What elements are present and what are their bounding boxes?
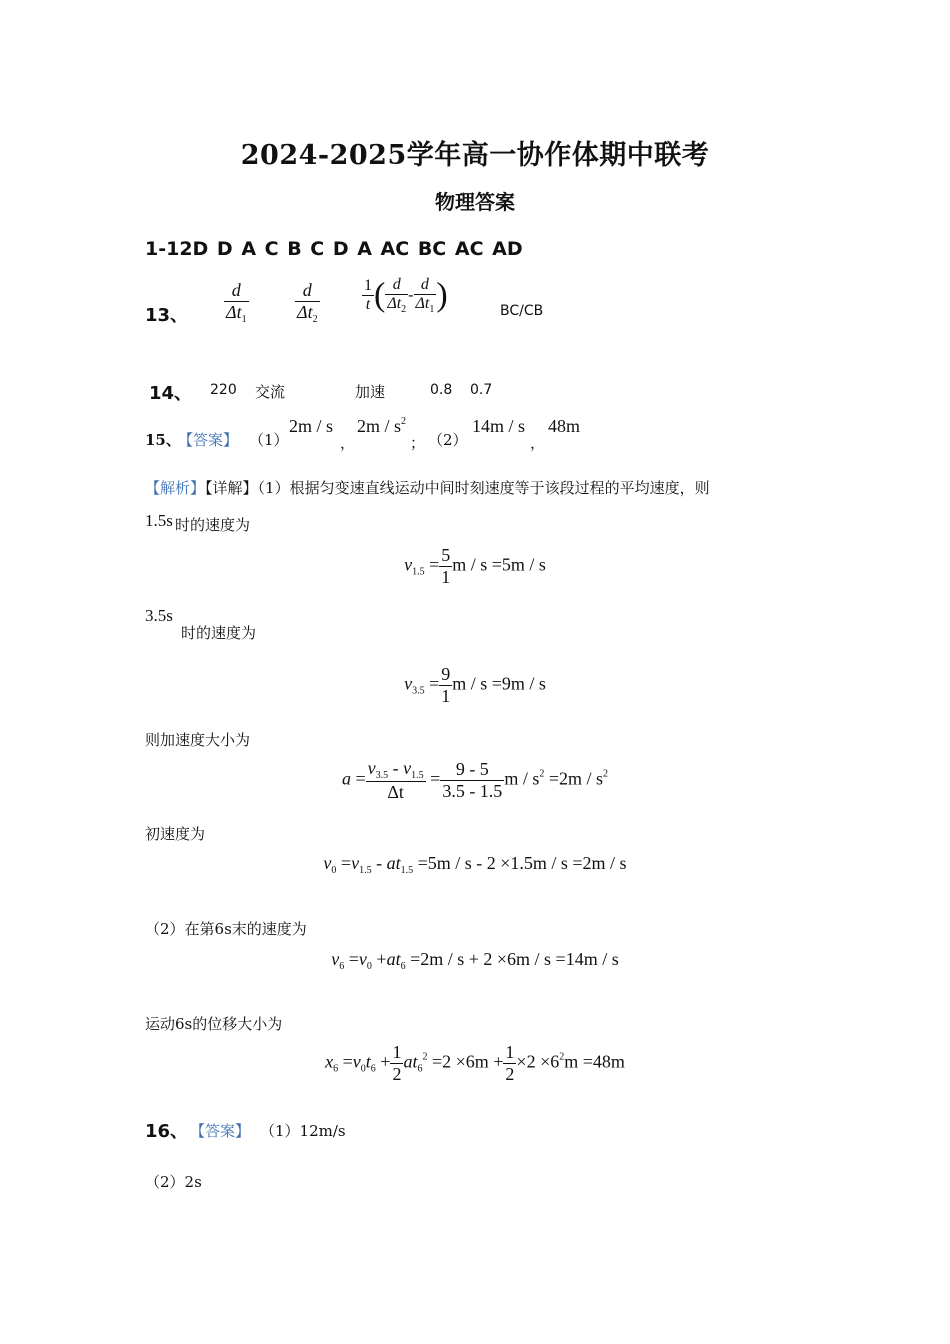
eq6-at: at bbox=[403, 1051, 418, 1072]
q14-answer-1: 220 bbox=[210, 382, 237, 398]
eq6-s6c: 6 bbox=[417, 1063, 423, 1075]
q15-text-speed-2: 时的速度为 bbox=[181, 624, 257, 642]
q13-f2-sub: 2 bbox=[312, 314, 318, 325]
eq6-part-a: =2 ×6m + bbox=[431, 1051, 504, 1072]
eq6-t: t bbox=[365, 1051, 371, 1072]
q15-comma-1: ， bbox=[340, 434, 356, 452]
q15-text-v6: （2）在第6s末的速度为 bbox=[145, 920, 307, 938]
eq3-result: =2m / s bbox=[548, 768, 603, 789]
eq5-s0: 0 bbox=[366, 961, 372, 972]
eq3-equals-2: = bbox=[430, 768, 441, 789]
eq5-v6: v bbox=[331, 949, 340, 969]
eq3-dt: Δt bbox=[366, 781, 426, 803]
q16-answer-2: （2）2s bbox=[145, 1173, 202, 1191]
eq6-plus: + bbox=[380, 1051, 391, 1072]
eq6-equals: = bbox=[342, 1051, 353, 1072]
eq2-v: v bbox=[404, 673, 413, 694]
q13-f3-den-a: Δt bbox=[387, 295, 402, 312]
eq3-minus: - bbox=[392, 758, 399, 778]
q13-formula-1 bbox=[224, 280, 249, 325]
q15-analysis-line bbox=[145, 477, 710, 498]
eq1-num: 5 bbox=[441, 545, 451, 565]
eq3-v15: v bbox=[403, 758, 412, 778]
equation-accel bbox=[0, 758, 950, 803]
eq2-equals: = bbox=[429, 673, 440, 694]
eq6-sq-1: 2 bbox=[422, 1051, 428, 1063]
q15-semicolon: ； bbox=[410, 434, 426, 452]
q13-f1-den: Δt bbox=[226, 302, 242, 322]
q14-answer-2: 交流 bbox=[255, 383, 286, 401]
eq5-v0: v bbox=[358, 949, 367, 969]
q15-text-initial: 初速度为 bbox=[145, 825, 206, 843]
q13-number: 13、 bbox=[145, 305, 189, 326]
q15-ans-v2 bbox=[357, 416, 406, 437]
eq1-sub: 1.5 bbox=[412, 566, 425, 578]
eq5-s6a: 6 bbox=[339, 961, 345, 972]
eq6-s0: 0 bbox=[360, 1063, 366, 1075]
eq4-minus: - bbox=[376, 853, 383, 873]
eq3-den: 3.5 - 1.5 bbox=[442, 781, 503, 801]
eq3-sup-1: 2 bbox=[539, 768, 545, 780]
q16-number: 16、 bbox=[145, 1121, 189, 1142]
eq3-unit: m / s bbox=[504, 768, 540, 789]
eq3-s15: 1.5 bbox=[411, 770, 424, 781]
q15-part1: （1） bbox=[249, 431, 289, 449]
q15-analysis-text: （1）根据匀变速直线运动中间时刻速度等于该段过程的平均速度，则 bbox=[257, 479, 710, 497]
q13-f3-minus: - bbox=[408, 286, 414, 304]
eq5-equals: = bbox=[348, 949, 359, 969]
eq6-half-den-1: 2 bbox=[392, 1064, 402, 1084]
q15-ans-v1: 2m / s bbox=[289, 416, 334, 436]
eq4-s0: 0 bbox=[331, 865, 337, 876]
equation-v0 bbox=[0, 853, 950, 876]
eq1-equals: = bbox=[429, 554, 440, 575]
eq6-part-c: m =48m bbox=[564, 1051, 625, 1072]
eq6-s6a: 6 bbox=[333, 1063, 339, 1075]
q13-formula-3: $\frac{1}{t}$ ( $\frac{d}{\Delta t_2}$ - $\frac{d}{\Delta t_1}$ ) bbox=[364, 276, 448, 315]
q13-f1-num: d bbox=[231, 280, 241, 300]
q16-answer-1: （1）12m/s bbox=[260, 1122, 346, 1140]
equation-x6 bbox=[0, 1042, 950, 1085]
eq6-s6b: 6 bbox=[370, 1063, 376, 1075]
q15-comma-2: ， bbox=[530, 434, 546, 452]
q15-analysis-tag: 【解析】 bbox=[145, 479, 206, 497]
eq4-s15a: 1.5 bbox=[359, 865, 372, 876]
eq5-plus: + bbox=[376, 949, 387, 969]
eq5-s6b: 6 bbox=[400, 961, 406, 972]
q14-answer-3: 加速 bbox=[355, 383, 386, 401]
q13-f3-num-b: d bbox=[420, 276, 429, 293]
page-title: 2024-2025学年高一协作体期中联考 bbox=[240, 140, 710, 171]
eq6-half-den-2: 2 bbox=[505, 1064, 515, 1084]
eq5-result: =2m / s + 2 ×6m / s =14m / s bbox=[410, 949, 619, 969]
q14-answer-4: 0.8 bbox=[430, 382, 453, 398]
q15-time-15: 1.5s bbox=[145, 511, 173, 530]
eq3-equals-1: = bbox=[355, 768, 366, 789]
eq2-result: =9m / s bbox=[491, 673, 546, 694]
q16-answer-tag: 【答案】 bbox=[190, 1122, 251, 1140]
page-subtitle: 物理答案 bbox=[435, 190, 515, 214]
eq4-s15b: 1.5 bbox=[400, 865, 414, 876]
q14-answer-5: 0.7 bbox=[470, 382, 493, 398]
eq1-v: v bbox=[404, 554, 413, 575]
eq1-unit: m / s bbox=[452, 554, 488, 575]
eq2-num: 9 bbox=[441, 664, 451, 684]
eq2-sub: 3.5 bbox=[412, 685, 425, 697]
eq6-x: x bbox=[325, 1051, 334, 1072]
q15-text-speed-1: 时的速度为 bbox=[175, 516, 251, 534]
equation-v35 bbox=[0, 664, 950, 707]
q13-f1-sub: 1 bbox=[241, 314, 247, 325]
q15-number: 15、 bbox=[145, 431, 181, 449]
eq6-sq-2: 2 bbox=[559, 1051, 565, 1063]
multiple-choice-answers: 1-12D D A C B C D A AC BC AC AD bbox=[145, 238, 523, 260]
q15-ans-v2-text: 2m / s bbox=[357, 416, 402, 436]
q13-f2-den: Δt bbox=[297, 302, 313, 322]
q13-f3-one: 1 bbox=[364, 277, 372, 294]
equation-v15 bbox=[0, 545, 950, 588]
eq4-v0: v bbox=[323, 853, 332, 873]
eq1-den: 1 bbox=[441, 567, 451, 587]
q15-part2: （2） bbox=[428, 431, 468, 449]
eq3-v35: v bbox=[367, 758, 376, 778]
eq4-v15: v bbox=[351, 853, 360, 873]
q13-f3-sub-b: 1 bbox=[429, 304, 435, 315]
q13-f3-den-b: Δt bbox=[415, 295, 430, 312]
eq6-part-b: ×2 ×6 bbox=[516, 1051, 560, 1072]
eq3-a: a bbox=[342, 768, 351, 789]
q13-f3-t: t bbox=[362, 295, 374, 314]
q14-number: 14、 bbox=[149, 383, 193, 404]
eq6-v0: v bbox=[352, 1051, 361, 1072]
q15-ans-v2-sup: 2 bbox=[401, 416, 407, 427]
q15-detail-tag: 【详解】 bbox=[205, 479, 258, 497]
q15-answer-tag: 【答案】 bbox=[178, 431, 239, 449]
q13-f2-num: d bbox=[302, 280, 312, 300]
eq4-equals: = bbox=[340, 853, 352, 873]
q13-answer: BC/CB bbox=[500, 303, 544, 319]
eq6-half-num-1: 1 bbox=[392, 1042, 402, 1062]
q13-f3-num-a: d bbox=[392, 276, 401, 293]
eq2-unit: m / s bbox=[452, 673, 488, 694]
q15-ans-v4: 48m bbox=[548, 416, 581, 436]
eq2-den: 1 bbox=[441, 686, 451, 706]
eq3-sup-2: 2 bbox=[603, 768, 608, 780]
eq5-at: at bbox=[386, 949, 401, 969]
q15-ans-v3: 14m / s bbox=[472, 416, 526, 436]
equation-v6 bbox=[0, 949, 950, 972]
q13-f3-sub-a: 2 bbox=[401, 304, 407, 315]
eq4-result: =5m / s - 2 ×1.5m / s =2m / s bbox=[417, 853, 627, 873]
eq6-half-num-2: 1 bbox=[505, 1042, 515, 1062]
eq3-s35: 3.5 bbox=[375, 770, 389, 781]
q15-time-35: 3.5s bbox=[145, 606, 173, 625]
q13-formula-2 bbox=[295, 280, 320, 325]
eq4-at: at bbox=[386, 853, 401, 873]
eq3-num: 9 - 5 bbox=[455, 759, 489, 779]
q15-text-accel: 则加速度大小为 bbox=[145, 731, 251, 749]
q15-text-x6: 运动6s的位移大小为 bbox=[145, 1015, 283, 1033]
eq1-result: =5m / s bbox=[491, 554, 546, 575]
